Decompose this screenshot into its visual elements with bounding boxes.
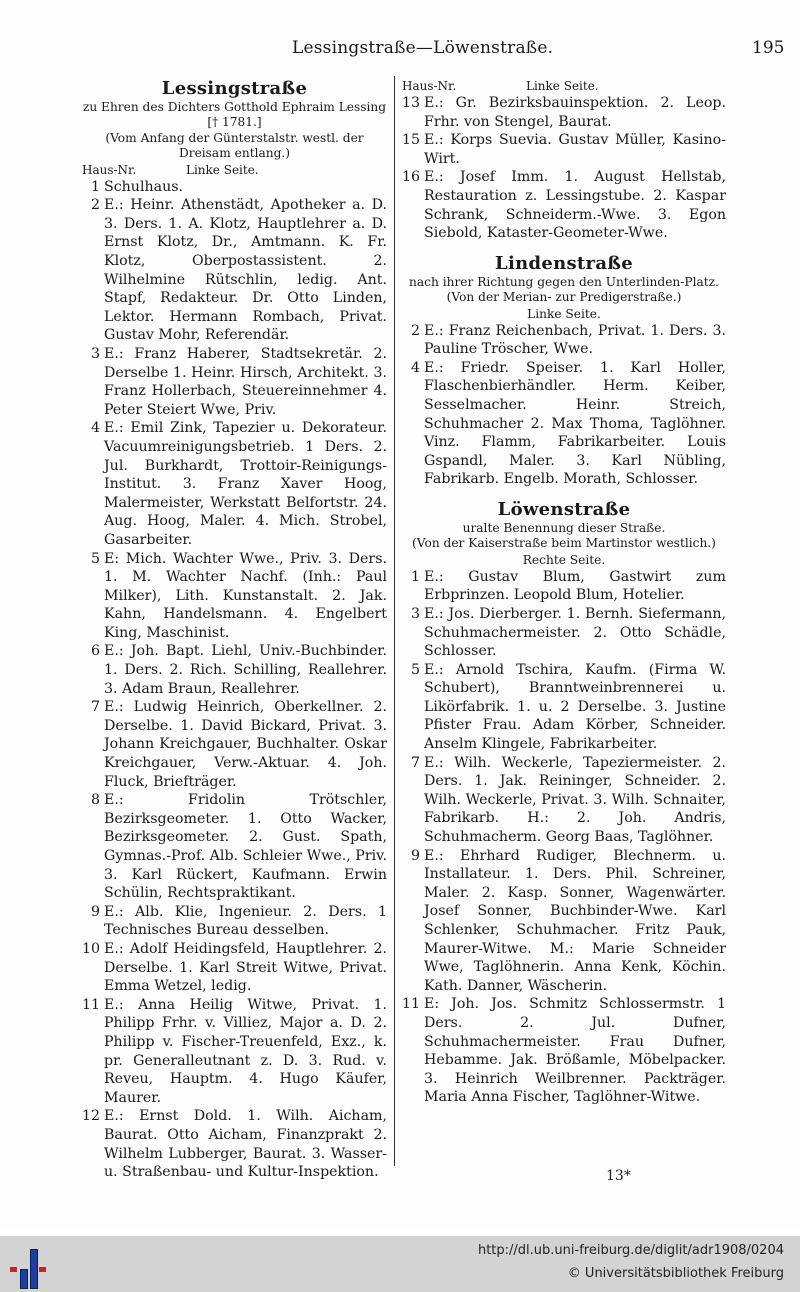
side-label: Linke Seite. [526,79,599,93]
street-title-lindenstrasse: Lindenstraße [494,252,634,274]
entry-text: Schulhaus. [104,178,184,195]
list-item [402,847,726,996]
street-note: nach ihrer Richtung gegen den Unterlinden-Platz. [409,274,719,289]
list-item [82,550,387,643]
house-number: 15 [402,132,421,149]
street-note: zu Ehren des Dichters Gotthold Ephraim Lessing [† 1781.] [82,100,387,130]
house-number: 11 [82,996,101,1013]
entry-text: E.: Arnold Tschira, Kaufm. (Firma W. Schubert), Branntweinbrennerei u. Likörfabrik. 1. u. 2 Derselbe. 3. Justine Pfister Frau. Adam Körber, Schneider. Anselm Klingele, Fabrikarbeiter. [424,661,726,753]
entry-text: E.: Wilh. Weckerle, Tapeziermeister. 2. Ders. 1. Jak. Reininger, Schneider. 2. Wilh. Weckerle, Privat. 3. Wilh. Schnaiter, Fabrikarb. H.: 2. Joh. Andris, Schuhmacherm. Georg Baas, Taglöhner. [424,754,726,846]
house-number: 13 [402,95,421,111]
source-url-link[interactable]: http://dl.ub.uni-freiburg.de/diglit/adr1908/0204 [477,1243,784,1258]
house-number: 5 [90,550,100,567]
entry-text: E.: Korps Suevia. Gustav Müller, Kasino-Wirt. [424,132,726,167]
list-item [402,359,726,489]
list-item [82,996,387,1108]
house-number: 1 [410,568,420,585]
entry-text: E.: Ernst Dold. 1. Wilh. Aicham, Baurat. Otto Aicham, Finanzprakt 2. Wilhelm Lubberger, Baurat. 3. Wasser- u. Straßenbau- und Kultur-Inspektion. [104,1108,387,1181]
entry-list-lindenstrasse [402,322,726,489]
house-number: 5 [410,661,420,678]
list-item [82,1107,387,1181]
street-range: (Von der Kaiserstraße beim Martinstor westlich.) [412,536,716,551]
list-item [82,791,387,903]
entry-text: E.: Ehrhard Rudiger, Blechnerm. u. Installateur. 1. Ders. Phil. Schreiner, Maler. 2. Kasp. Sonner, Wagenwärter. Josef Sonner, Buchbinder-Wwe. Karl Schlenker, Schuhmacher. Fritz Pauk, Maurer-Witwe. M.: Marie Schneider Wwe, Taglöhnerin. Anna Kenk, Köchin. Kath. Danner, Wäscherin. [424,847,726,994]
entry-text: E.: Friedr. Speiser. 1. Karl Holler, Flaschenbierhändler. Herm. Keiber, Sesselmacher. Heinr. Streich, Schuhmacher 2. Max Thoma, Taglöhner. Vinz. Flamm, Fabrikarbeiter. Louis Gspandl, Maler. 3. Karl Nübling, Fabrikarb. Engelb. Morath, Schlosser. [424,359,726,488]
entry-text: E.: Adolf Heidingsfeld, Hauptlehrer. 2. Derselbe. 1. Karl Streit Witwe, Privat. Emma Wetzel, ledig. [104,940,387,995]
footer-bar [0,1236,800,1292]
list-item [402,568,726,605]
hausnr-label: Haus-Nr. [402,79,457,93]
street-title-lessingstrasse: Lessingstraße [161,78,308,99]
list-item [402,94,726,131]
entry-text: E.: Gr. Bezirksbauinspektion. 2. Leop. Frhr. von Stengel, Baurat. [424,95,726,130]
list-item [82,698,387,791]
list-item [82,903,387,940]
list-item [82,196,387,345]
entry-text: E.: Emil Zink, Tapezier u. Dekorateur. Vacuumreinigungsbetrieb. 1 Ders. 2. Jul. Burkhardt, Trottoir-Reinigungs-Institut. 3. Franz Xaver Hoog, Malermeister, Werkstatt Belfortstr. 24. Aug. Hoog, Maler. 4. Mich. Strobel, Gasarbeiter. [104,420,387,548]
logo-bar-tall [30,1249,38,1289]
house-number: 7 [90,699,100,716]
entry-list-loewenstrasse [402,568,726,1107]
logo-dash-left [10,1267,17,1272]
logo-bar-short [20,1269,28,1289]
street-range: (Von der Merian- zur Predigerstraße.) [446,290,682,305]
list-item [82,642,387,698]
house-number: 4 [410,359,420,376]
list-item [402,131,726,168]
list-item [402,168,726,242]
entry-text: E.: Franz Haberer, Stadtsekretär. 2. Derselbe 1. Heinr. Hirsch, Architekt. 3. Franz Hollerbach, Steuereinnehmer 4. Peter Steiert Wwe, Priv. [104,345,387,418]
list-item [402,661,726,754]
left-column [82,78,387,1182]
house-number: 9 [410,847,420,864]
house-number: 16 [402,169,421,186]
list-item [82,178,387,197]
entry-text: E.: Gustav Blum, Gastwirt zum Erbprinzen. Leopold Blum, Hotelier. [424,568,726,604]
entry-list-lessingstrasse-continued [402,94,726,243]
side-label: Rechte Seite. [522,552,606,567]
entry-text: E: Joh. Jos. Schmitz Schlossermstr. 1 Ders. 2. Jul. Dufner, Schuhmachermeister. Frau Dufner, Hebamme. Jak. Brößamle, Möbelpacker. 3. Heinrich Weilbrenner. Packträger. Maria Anna Fischer, Taglöhner-Witwe. [424,996,726,1106]
house-number: 2 [90,197,100,214]
list-item [82,345,387,419]
house-number: 11 [402,996,421,1013]
library-logo-icon [10,1242,40,1288]
right-column [402,78,726,1107]
column-divider [394,76,395,1166]
list-item [402,605,726,661]
list-item [82,940,387,996]
running-title: Lessingstraße—Löwenstraße. [292,38,554,58]
house-number: 2 [410,322,420,339]
house-number: 4 [90,420,100,437]
house-number: 7 [410,754,420,771]
entry-text: E.: Joh. Bapt. Liehl, Univ.-Buchbinder. 1. Ders. 2. Rich. Schilling, Reallehrer. 3. Adam Braun, Reallehrer. [104,643,387,697]
house-number: 3 [410,605,420,622]
entry-text: E.: Anna Heilig Witwe, Privat. 1. Philipp Frhr. v. Villiez, Major a. D. 2. Philipp v. Fischer-Treuenfeld, Exz., k. pr. Generalleutnant z. D. 3. Rud. v. Reveu, Hauptm. 4. Hugo Käufer, Maurer. [104,996,387,1106]
running-head [0,38,800,64]
house-number: 12 [82,1108,101,1125]
house-number: 10 [82,940,101,957]
column-header [82,162,387,178]
street-range: (Vom Anfang der Günterstalstr. westl. der Dreisam entlang.) [105,130,364,161]
list-item [402,754,726,847]
house-number: 9 [90,903,100,920]
entry-text: E.: Ludwig Heinrich, Oberkellner. 2. Derselbe. 1. David Bickard, Privat. 3. Johann Kreichgauer, Buchhalter. Oskar Kreichgauer, Verw.-Aktuar. 4. Joh. Fluck, Briefträger. [104,699,387,790]
copyright-text: © Universitätsbibliothek Freiburg [567,1266,784,1281]
hausnr-label: Haus-Nr. [82,162,137,177]
house-number: 8 [90,792,100,809]
logo-dash-right [39,1267,46,1272]
entry-text: E.: Fridolin Trötschler, Bezirksgeometer. 1. Otto Wacker, Bezirksgeometer. 2. Gust. Spath, Gymnas.-Prof. Alb. Schleier Wwe., Priv. 3. Karl Rückert, Kaufmann. Erwin Schülin, Rechtspraktikant. [104,792,387,902]
entry-text: E.: Alb. Klie, Ingenieur. 2. Ders. 1 Technisches Bureau desselben. [104,903,387,939]
column-header [402,78,726,94]
side-label: Linke Seite. [186,162,259,177]
list-item [82,419,387,549]
house-number: 3 [90,345,100,362]
entry-text: E.: Franz Reichenbach, Privat. 1. Ders. 3. Pauline Tröscher, Wwe. [424,322,726,358]
page-number: 195 [752,38,785,58]
list-item [402,995,726,1107]
list-item [402,322,726,359]
entry-text: E.: Heinr. Athenstädt, Apotheker a. D. 3. Ders. 1. A. Klotz, Hauptlehrer a. D. Ernst Klotz, Dr., Amtmann. K. Fr. Klotz, Oberpostassistent. 2. Wilhelmine Rütschlin, ledig. Ant. Stapf, Redakteur. Dr. Otto Linden, Lektor. Hermann Rombach, Privat. Gustav Mohr, Referendär. [104,197,387,344]
street-note: uralte Benennung dieser Straße. [462,520,666,535]
side-label: Linke Seite. [527,306,601,321]
signature-mark: 13* [606,1168,631,1184]
house-number: 1 [90,178,100,195]
street-title-loewenstrasse: Löwenstraße [497,498,631,520]
entry-list [82,178,387,1182]
entry-text: E.: Jos. Dierberger. 1. Bernh. Siefermann, Schuhmachermeister. 2. Otto Schädle, Schlosser. [424,605,726,660]
entry-text: E.: Josef Imm. 1. August Hellstab, Restauration z. Lessingstube. 2. Kaspar Schrank, Schneiderm.-Wwe. 3. Egon Siebold, Kataster-Geometer-Wwe. [424,169,726,242]
entry-text: E: Mich. Wachter Wwe., Priv. 3. Ders. 1. M. Wachter Nachf. (Inh.: Paul Milker), Lith. Kunstanstalt. 2. Jak. Kahn, Handelsmann. 4. Engelbert King, Maschinist. [104,550,387,641]
house-number: 6 [90,643,100,660]
